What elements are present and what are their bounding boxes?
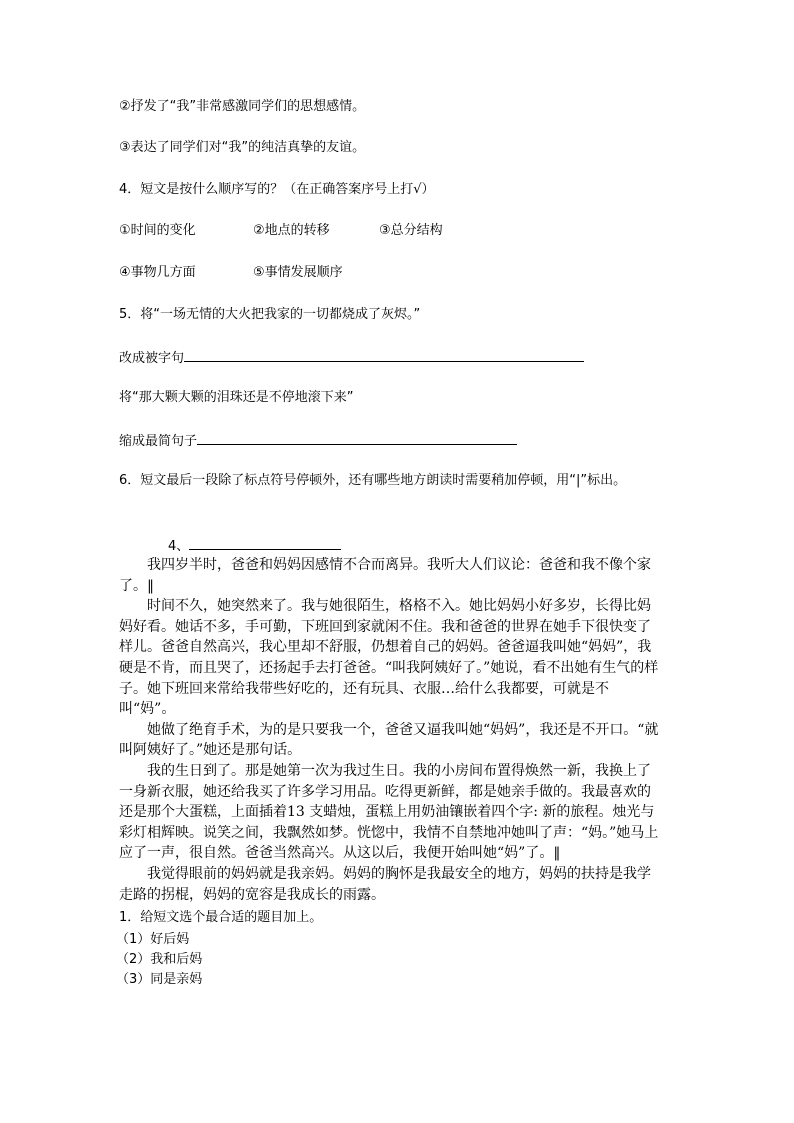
q4-option-2: ②地点的转移: [253, 223, 330, 238]
q4-option-1: ①时间的变化: [119, 223, 196, 238]
passage-paragraph: 时间不久，她突然来了。我与她很陌生，格格不入。她比妈妈小好多岁，长得比妈妈好看。她话不多，手可勤，下班回到家就闲不住。我和爸爸的世界在她手下很快变了样儿。爸爸自然高兴，我心里却不舒服，仍想着自己的妈妈。爸爸逼我叫她“妈妈”，我硬是不肯，而且哭了，还扬起手去打爸爸。“叫我阿姨好了。”她说，看不出她有生气的样子。她下班回来常给我带些好吃的，还有玩具、衣服…给什么我都要，可就是不叫“妈”。: [119, 598, 659, 718]
question-6: 6．短文最后一段除了标点符号停顿外，还有哪些地方朗读时需要稍加停顿，用“|”标出。: [119, 473, 627, 488]
passage-number: [168, 535, 341, 556]
q1-option-3: （3）同是亲妈: [116, 972, 203, 987]
q4-option-5: ⑤事情发展顺序: [253, 265, 343, 280]
passage-text: [119, 555, 659, 905]
q4-option-3: ③总分结构: [379, 223, 443, 238]
q5-passive-sentence: [119, 347, 584, 368]
answer-option-2: ②抒发了“我”非常感激同学们的思想感情。: [119, 99, 366, 114]
answer-option-3: ③表达了同学们对“我”的纯洁真挚的友谊。: [119, 140, 366, 155]
passage-paragraph: 她做了绝育手术，为的是只要我一个，爸爸又逼我叫她“妈妈”，我还是不开口。“就叫阿姨好了。”她还是那句话。: [119, 721, 659, 759]
question-4: 4．短文是按什么顺序写的？（在正确答案序号上打√）: [119, 182, 435, 197]
passage-number-label: 4、: [168, 539, 190, 554]
q4-option-4: ④事物几方面: [119, 265, 196, 280]
q1-option-2: （2）我和后妈: [116, 952, 203, 967]
passage-paragraph: 我的生日到了。那是她第一次为我过生日。我的小房间布置得焕然一新，我换上了一身新衣服，她还给我买了许多学习用品。吃得更新鲜，都是她亲手做的。我最喜欢的还是那个大蛋糕，上面插着13 支蜡烛，蛋糕上用奶油镶嵌着四个字: 新的旅程。烛光与彩灯相辉映。说笑之间，我飘然如梦。恍惚中，我情不自禁地冲她叫了声：“妈。”她马上应了一声，很自然。爸爸当然高兴。从这以后，我便开始叫她“妈”了。‖: [119, 762, 659, 862]
q5-passive-label: 改成被字句: [119, 351, 185, 366]
q5-shorten-label: 缩成最简句子: [119, 434, 198, 449]
q1-option-1: （1）好后妈: [116, 932, 190, 947]
answer-blank-passive[interactable]: [184, 347, 584, 362]
passage-paragraph: 我觉得眼前的妈妈就是我亲妈。妈妈的胸怀是我最安全的地方，妈妈的扶持是我学走路的拐棍，妈妈的宽容是我成长的雨露。: [119, 865, 651, 903]
title-blank[interactable]: [189, 535, 341, 550]
passage-paragraph: 我四岁半时，爸爸和妈妈因感情不合而离异。我听大人们议论：爸爸和我不像个家了。‖: [119, 557, 651, 594]
q5-sentence-prompt: 将“那大颗大颗的泪珠还是不停地滚下来”: [119, 390, 354, 405]
question-5: 5．将“一场无情的大火把我家的一切都烧成了灰烬。”: [119, 307, 421, 322]
question-1: 1．给短文选个最合适的题目加上。: [119, 910, 323, 925]
answer-blank-shorten[interactable]: [197, 430, 517, 445]
q5-shorten-sentence: [119, 430, 517, 451]
